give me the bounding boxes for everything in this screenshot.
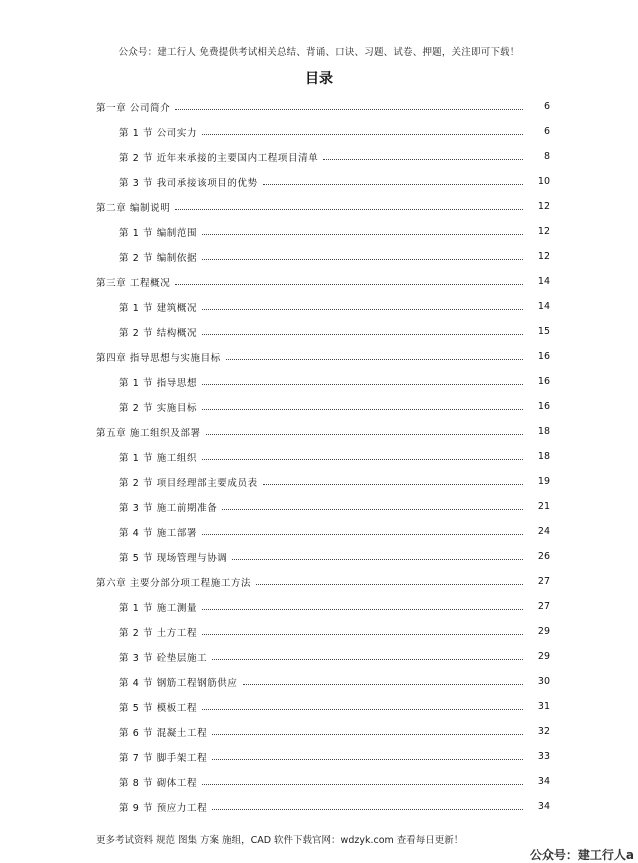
toc-dot-leader [212,759,523,760]
toc-entry-label: 第 2 节 项目经理部主要成员表 [119,477,258,489]
toc-section-entry[interactable] [0,144,638,169]
toc-entry-page-number: 32 [537,726,550,737]
toc-dot-leader [175,284,523,285]
toc-entry-page-number: 24 [537,526,550,537]
toc-section-entry[interactable] [0,219,638,244]
toc-dot-leader [202,784,523,785]
toc-entry-page-number: 12 [537,251,550,262]
toc-dot-leader [202,134,523,135]
toc-entry-label: 第 1 节 公司实力 [119,127,198,139]
toc-entry-page-number: 18 [537,426,550,437]
toc-title: 目录 [305,71,333,87]
toc-chapter-entry[interactable] [0,344,638,369]
toc-entry-label: 第 3 节 砼垫层施工 [119,652,208,664]
page-footer: 更多考试资料 规范 图集 方案 施组，CAD 软件下载官网：wdzyk.com 查看每日更新！ [96,835,464,846]
toc-entry-label: 第二章 编制说明 [96,202,171,214]
toc-entry-page-number: 18 [537,451,550,462]
toc-entry-label: 第 3 节 施工前期准备 [119,502,218,514]
toc-chapter-entry[interactable] [0,194,638,219]
toc-dot-leader [263,484,523,485]
toc-section-entry[interactable] [0,544,638,569]
toc-entry-page-number: 12 [537,201,550,212]
toc-entry-page-number: 8 [543,151,550,162]
toc-dot-leader [212,809,523,810]
toc-chapter-entry[interactable] [0,569,638,594]
table-of-contents [0,94,638,819]
toc-entry-label: 第 1 节 施工组织 [119,452,198,464]
toc-entry-label: 第六章 主要分部分项工程施工方法 [96,577,252,589]
toc-entry-label: 第 8 节 砌体工程 [119,777,198,789]
toc-entry-label: 第 5 节 现场管理与协调 [119,552,228,564]
toc-entry-label: 第 2 节 近年来承接的主要国内工程项目清单 [119,152,319,164]
toc-entry-label: 第 4 节 钢筋工程钢筋供应 [119,677,238,689]
toc-entry-page-number: 6 [543,126,550,137]
toc-dot-leader [222,509,523,510]
toc-entry-label: 第 3 节 我司承接该项目的优势 [119,177,258,189]
toc-section-entry[interactable] [0,169,638,194]
toc-section-entry[interactable] [0,369,638,394]
toc-entry-page-number: 34 [537,801,550,812]
toc-dot-leader [202,634,523,635]
toc-dot-leader [243,684,523,685]
toc-section-entry[interactable] [0,319,638,344]
toc-dot-leader [226,359,523,360]
toc-entry-page-number: 26 [537,551,550,562]
toc-entry-label: 第三章 工程概况 [96,277,171,289]
toc-section-entry[interactable] [0,494,638,519]
toc-entry-page-number: 15 [537,326,550,337]
toc-section-entry[interactable] [0,244,638,269]
toc-entry-page-number: 27 [537,576,550,587]
toc-dot-leader [202,309,523,310]
toc-dot-leader [202,384,523,385]
toc-section-entry[interactable] [0,519,638,544]
toc-entry-label: 第 2 节 土方工程 [119,627,198,639]
toc-entry-page-number: 16 [537,351,550,362]
toc-section-entry[interactable] [0,294,638,319]
toc-entry-page-number: 16 [537,401,550,412]
toc-entry-label: 第 2 节 结构概况 [119,327,198,339]
toc-section-entry[interactable] [0,769,638,794]
toc-entry-page-number: 21 [537,501,550,512]
toc-entry-page-number: 6 [543,101,550,112]
toc-dot-leader [202,259,523,260]
toc-entry-label: 第 1 节 施工测量 [119,602,198,614]
toc-entry-page-number: 29 [537,626,550,637]
toc-dot-leader [202,609,523,610]
toc-dot-leader [202,334,523,335]
toc-entry-page-number: 33 [537,751,550,762]
toc-entry-page-number: 34 [537,776,550,787]
toc-dot-leader [212,734,523,735]
toc-chapter-entry[interactable] [0,94,638,119]
toc-entry-page-number: 30 [537,676,550,687]
toc-entry-page-number: 14 [537,301,550,312]
watermark: 公众号：建工行人a [529,848,634,862]
toc-dot-leader [202,234,523,235]
toc-section-entry[interactable] [0,469,638,494]
page-header-notice: 公众号：建工行人 免费提供考试相关总结、背诵、口诀、习题、试卷、押题，关注即可下载！ [118,47,520,58]
toc-entry-label: 第 1 节 指导思想 [119,377,198,389]
toc-section-entry[interactable] [0,444,638,469]
toc-entry-label: 第四章 指导思想与实施目标 [96,352,221,364]
toc-dot-leader [175,209,523,210]
toc-entry-label: 第一章 公司简介 [96,102,171,114]
toc-dot-leader [323,159,523,160]
toc-entry-page-number: 19 [537,476,550,487]
toc-entry-label: 第 5 节 模板工程 [119,702,198,714]
toc-entry-page-number: 16 [537,376,550,387]
toc-section-entry[interactable] [0,644,638,669]
toc-entry-label: 第 7 节 脚手架工程 [119,752,208,764]
toc-entry-page-number: 12 [537,226,550,237]
toc-entry-label: 第 2 节 编制依据 [119,252,198,264]
toc-section-entry[interactable] [0,619,638,644]
toc-dot-leader [263,184,523,185]
toc-entry-page-number: 27 [537,601,550,612]
toc-entry-label: 第 1 节 建筑概况 [119,302,198,314]
toc-dot-leader [212,659,523,660]
toc-dot-leader [232,559,523,560]
toc-entry-label: 第 2 节 实施目标 [119,402,198,414]
toc-dot-leader [202,534,523,535]
toc-entry-page-number: 14 [537,276,550,287]
toc-dot-leader [202,459,523,460]
toc-section-entry[interactable] [0,594,638,619]
toc-chapter-entry[interactable] [0,419,638,444]
toc-entry-page-number: 10 [537,176,550,187]
toc-dot-leader [206,434,523,435]
toc-dot-leader [175,109,523,110]
toc-entry-page-number: 29 [537,651,550,662]
toc-entry-page-number: 31 [537,701,550,712]
toc-entry-label: 第 4 节 施工部署 [119,527,198,539]
toc-section-entry[interactable] [0,794,638,819]
toc-entry-label: 第 1 节 编制范围 [119,227,198,239]
toc-section-entry[interactable] [0,719,638,744]
toc-dot-leader [256,584,523,585]
toc-entry-label: 第 9 节 预应力工程 [119,802,208,814]
toc-entry-label: 第五章 施工组织及部署 [96,427,201,439]
toc-chapter-entry[interactable] [0,269,638,294]
toc-dot-leader [202,709,523,710]
toc-section-entry[interactable] [0,744,638,769]
toc-section-entry[interactable] [0,694,638,719]
toc-dot-leader [202,409,523,410]
toc-section-entry[interactable] [0,394,638,419]
toc-entry-label: 第 6 节 混凝土工程 [119,727,208,739]
toc-section-entry[interactable] [0,119,638,144]
toc-section-entry[interactable] [0,669,638,694]
